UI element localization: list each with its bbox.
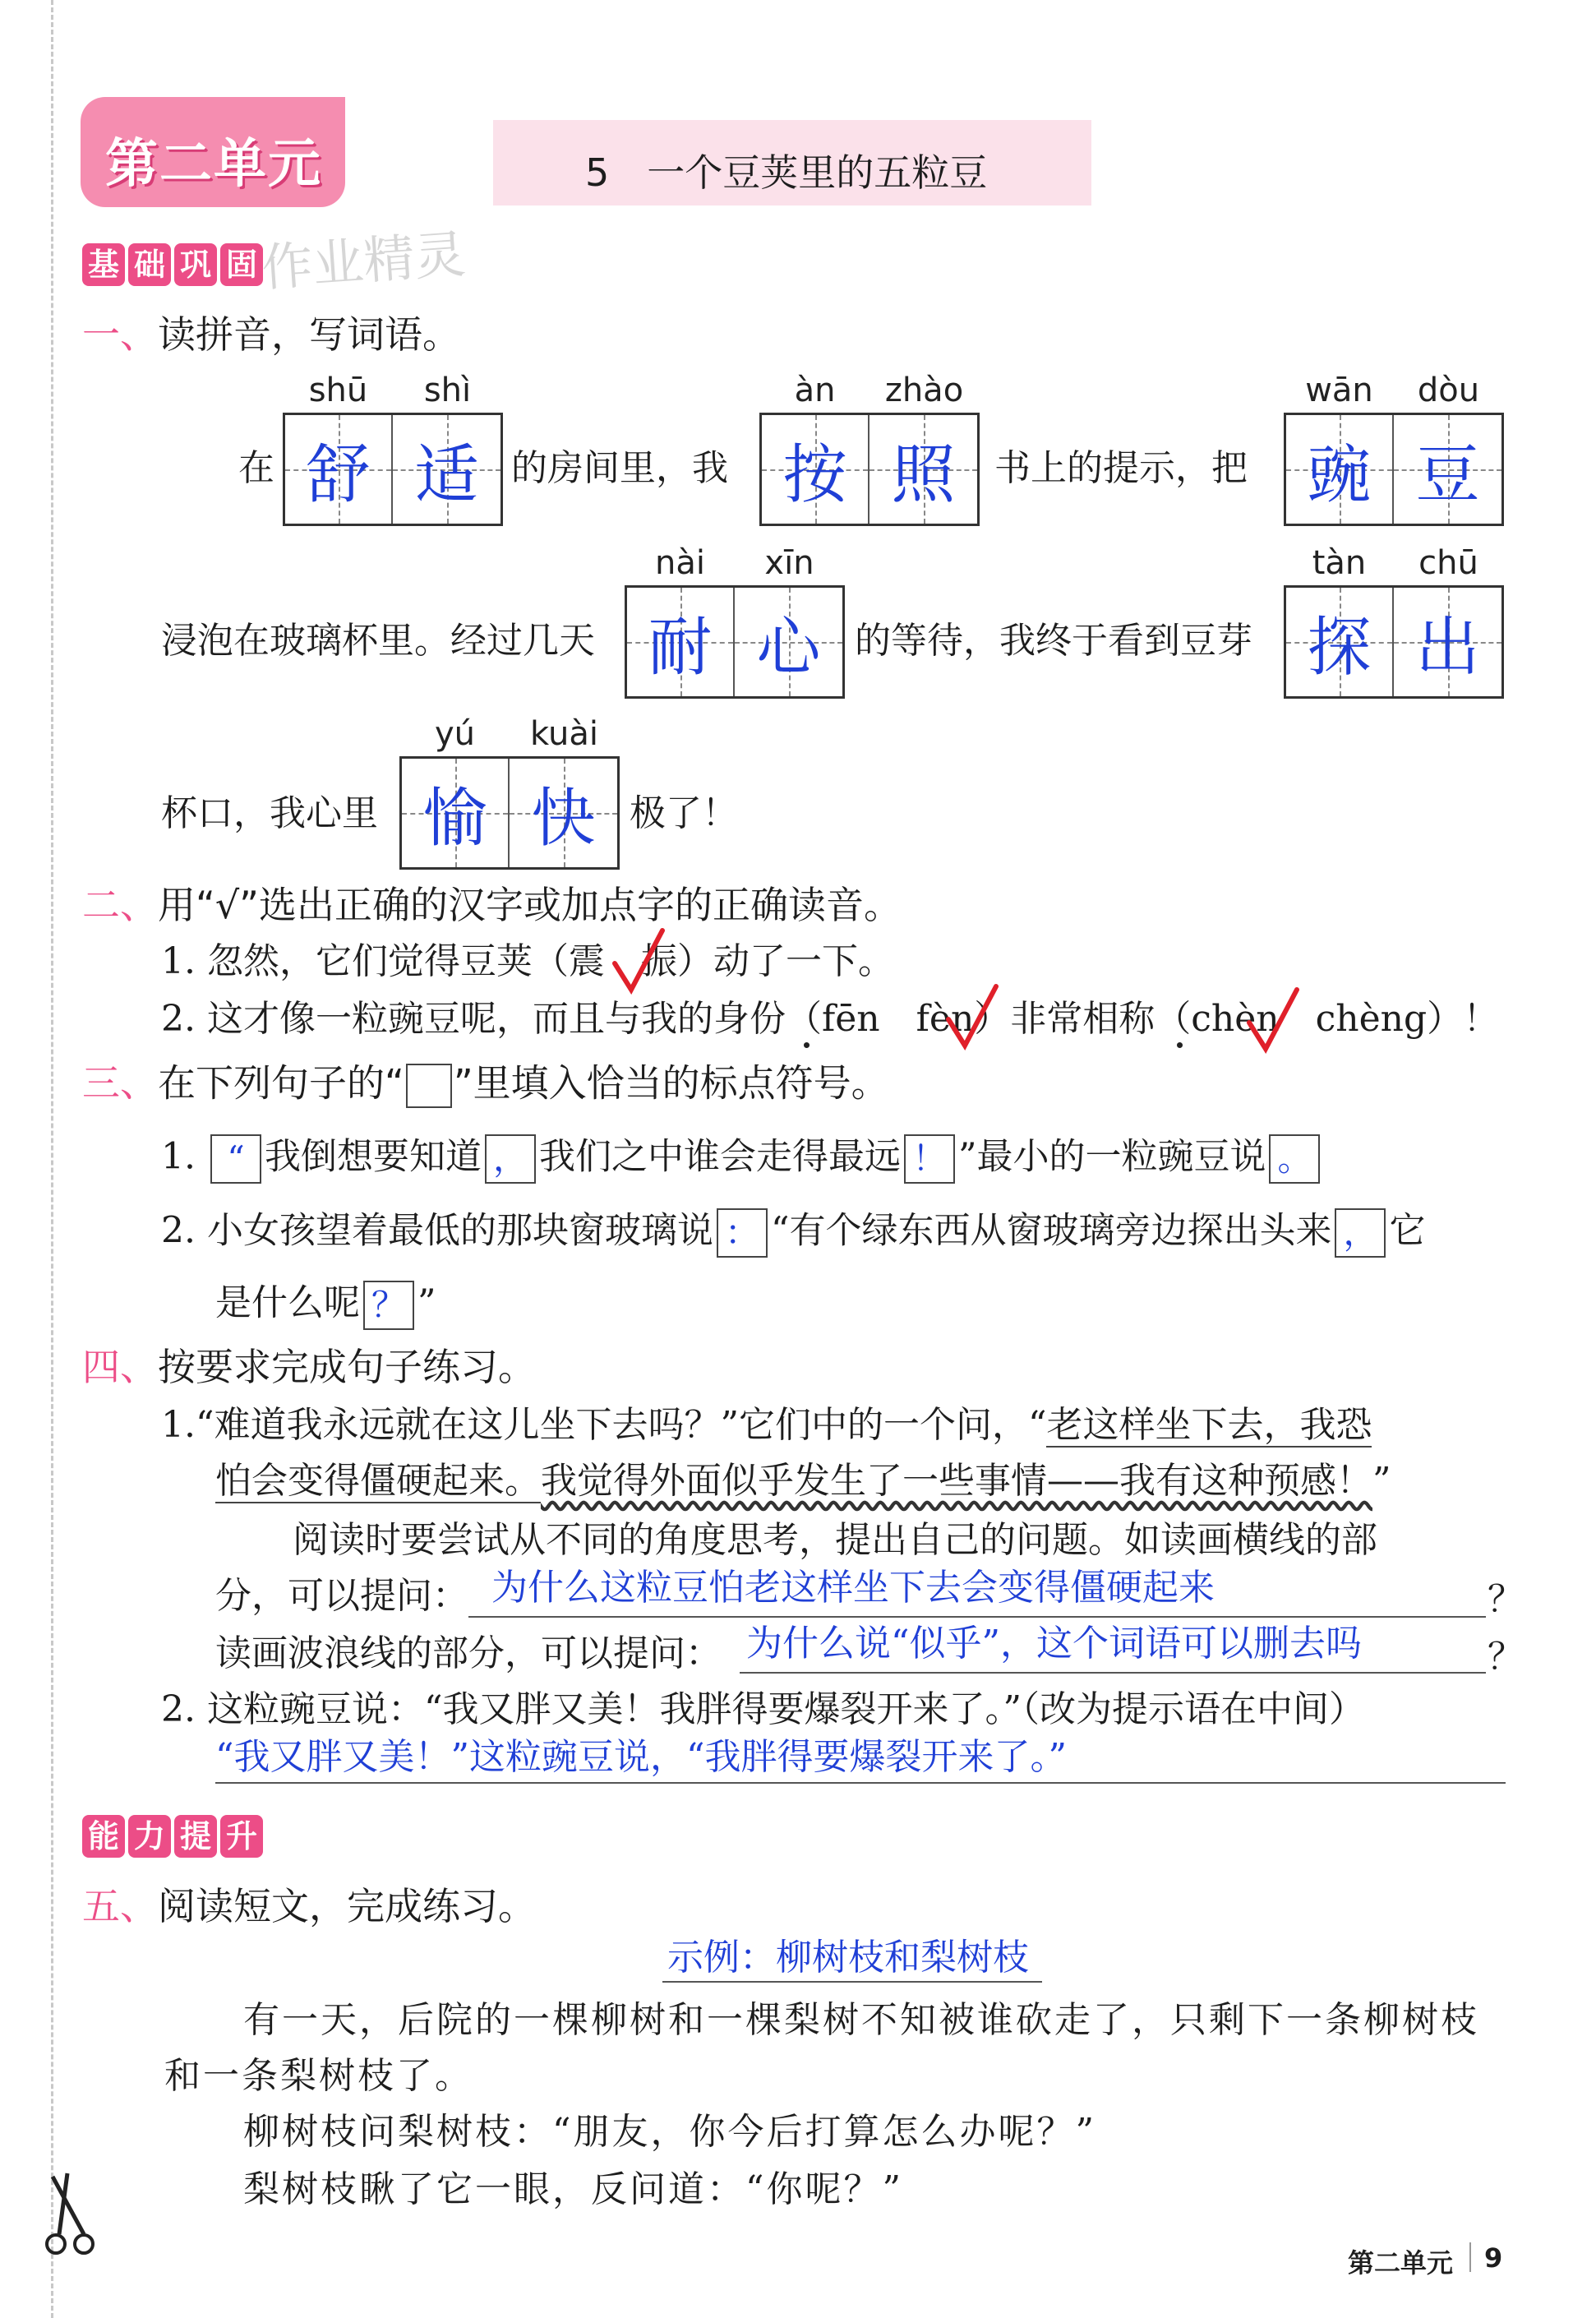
q2-heading: 二、用“√”选出正确的汉字或加点字的正确读音。	[82, 883, 902, 927]
answer-grid[interactable]	[759, 413, 980, 526]
pinyin: kuài	[530, 715, 598, 753]
punct-box[interactable]: ：	[717, 1208, 768, 1258]
pinyin: shū	[308, 372, 368, 409]
answer-char: 愉	[422, 782, 487, 856]
punct-box[interactable]: ，	[485, 1134, 536, 1184]
text: 浸泡在玻璃杯里。经过几天	[161, 620, 595, 662]
pinyin: zhào	[884, 372, 964, 409]
answer-grid[interactable]	[1284, 585, 1504, 699]
page-number: 9	[1484, 2242, 1503, 2274]
footer-divider	[1469, 2242, 1471, 2272]
q2-item-1: 1. 忽然，它们觉得豆荚（震 振）动了一下。	[161, 940, 894, 982]
text: 极了！	[630, 792, 738, 834]
section-basic-label: 基 础 巩 固	[82, 243, 266, 286]
answer-char: 探	[1307, 611, 1372, 685]
story-p1b: 和一条梨树枝了。	[164, 2055, 473, 2097]
q4-answer-3[interactable]: “我又胖又美！”这粒豌豆说，“我胖得要爆裂开来了。”	[215, 1736, 1067, 1778]
pinyin: chū	[1418, 544, 1478, 582]
text: 书上的提示，把	[994, 447, 1248, 489]
checkmark-icon	[611, 927, 666, 998]
q3-item-1: 1. “ 我倒想要知道 ， 我们之中谁会走得最远 ！ ”最小的一粒豌豆说 。	[161, 1134, 1323, 1184]
q3-item-2-cont: 是什么呢 ？ ”	[215, 1281, 436, 1330]
answer-grid[interactable]	[399, 756, 620, 870]
q4-item-1: 1.“难道我永远就在这儿坐下去吗？”它们中的一个问，“老这样坐下去，我恐	[161, 1404, 1372, 1446]
text: 的等待，我终于看到豆芽	[855, 620, 1252, 662]
pinyin: shì	[423, 372, 472, 409]
pinyin: dòu	[1417, 372, 1480, 409]
answer-grid[interactable]	[625, 585, 845, 699]
answer-char: 适	[414, 438, 479, 512]
pinyin: tàn	[1312, 544, 1367, 582]
scissors-icon	[43, 2170, 100, 2264]
answer-char: 出	[1415, 611, 1480, 685]
emphasis-dot	[804, 1042, 810, 1048]
answer-grid[interactable]	[1284, 413, 1504, 526]
pinyin: wān	[1305, 372, 1373, 409]
q2-item-2: 2. 这才像一粒豌豆呢，而且与我的身份（fēn fèn）非常相称（chèn chèng）！	[161, 998, 1500, 1040]
story-p3: 梨树枝瞅了它一眼，反问道：“你呢？”	[243, 2168, 903, 2210]
answer-char: 耐	[648, 611, 713, 685]
answer-char: 豌	[1307, 438, 1372, 512]
q3-item-2: 2. 小女孩望着最低的那块窗玻璃说 ： “有个绿东西从窗玻璃旁边探出头来 ， 它	[161, 1208, 1425, 1258]
answer-line	[468, 1616, 1486, 1618]
story-p1a: 有一天，后院的一棵柳树和一棵梨树不知被谁砍走了，只剩下一条柳树枝	[243, 1999, 1479, 2041]
punct-box[interactable]: ！	[904, 1134, 955, 1184]
q4-item-2: 2. 这粒豌豆说：“我又胖又美！我胖得要爆裂开来了。”（改为提示语在中间）	[161, 1688, 1365, 1730]
section-advance-label: 能 力 提 升	[82, 1815, 266, 1858]
text: 杯口，我心里	[161, 792, 378, 834]
answer-char: 按	[782, 438, 847, 512]
lesson-title: 5 一个豆荚里的五粒豆	[585, 150, 988, 195]
text: 的房间里，我	[511, 447, 728, 489]
text: 在	[238, 447, 274, 489]
punct-box[interactable]: 。	[1269, 1134, 1320, 1184]
q1-heading: 一、读拼音，写词语。	[82, 312, 460, 357]
q3-heading: 三、在下列句子的“ ”里填入恰当的标点符号。	[82, 1064, 889, 1108]
answer-grid[interactable]	[283, 413, 503, 526]
answer-line	[662, 1981, 1042, 1983]
answer-char: 豆	[1415, 438, 1480, 512]
q4-answer-2[interactable]: 为什么说“似乎”，这个词语可以删去吗	[746, 1623, 1362, 1665]
q4-heading: 四、按要求完成句子练习。	[82, 1345, 536, 1389]
answer-line	[740, 1672, 1486, 1674]
answer-char: 快	[531, 782, 596, 856]
q5-heading: 五、阅读短文，完成练习。	[82, 1884, 536, 1928]
story-title: 示例：柳树枝和梨树枝	[667, 1937, 1029, 1979]
answer-char: 舒	[306, 438, 371, 512]
pinyin: nài	[655, 544, 705, 582]
qmark: ？	[1488, 1578, 1524, 1620]
q4-para-1: 阅读时要尝试从不同的角度思考，提出自己的问题。如读画横线的部	[293, 1519, 1377, 1561]
pinyin: xīn	[764, 544, 814, 582]
punct-box[interactable]: ，	[1335, 1208, 1386, 1258]
q4-answer-1[interactable]: 为什么这粒豆怕老这样坐下去会变得僵硬起来	[491, 1567, 1215, 1609]
pinyin: àn	[794, 372, 836, 409]
story-p2: 柳树枝问梨树枝：“朋友，你今后打算怎么办呢？”	[243, 2111, 1096, 2153]
footer-unit: 第二单元	[1348, 2247, 1454, 2279]
answer-char: 心	[756, 611, 821, 685]
q4-para-2: 分，可以提问：	[215, 1575, 468, 1617]
qmark: ？	[1488, 1636, 1524, 1678]
q4-para-3: 读画波浪线的部分，可以提问：	[215, 1632, 722, 1674]
blank-box-sample	[406, 1064, 452, 1108]
answer-line	[215, 1782, 1506, 1784]
pinyin: yú	[434, 715, 476, 753]
punct-box[interactable]: ？	[363, 1281, 414, 1330]
cut-line	[51, 0, 53, 2318]
emphasis-dot	[1177, 1042, 1183, 1048]
answer-char: 照	[891, 438, 956, 512]
checkmark-icon	[1246, 986, 1300, 1057]
checkmark-icon	[945, 983, 999, 1054]
q4-item-1-cont: 怕会变得僵硬起来。我觉得外面似乎发生了一些事情——我有这种预感！”	[215, 1460, 1391, 1502]
unit-tab-label: 第二单元	[105, 134, 322, 195]
watermark: 作业精灵	[260, 224, 468, 298]
punct-box[interactable]: “	[210, 1134, 261, 1184]
